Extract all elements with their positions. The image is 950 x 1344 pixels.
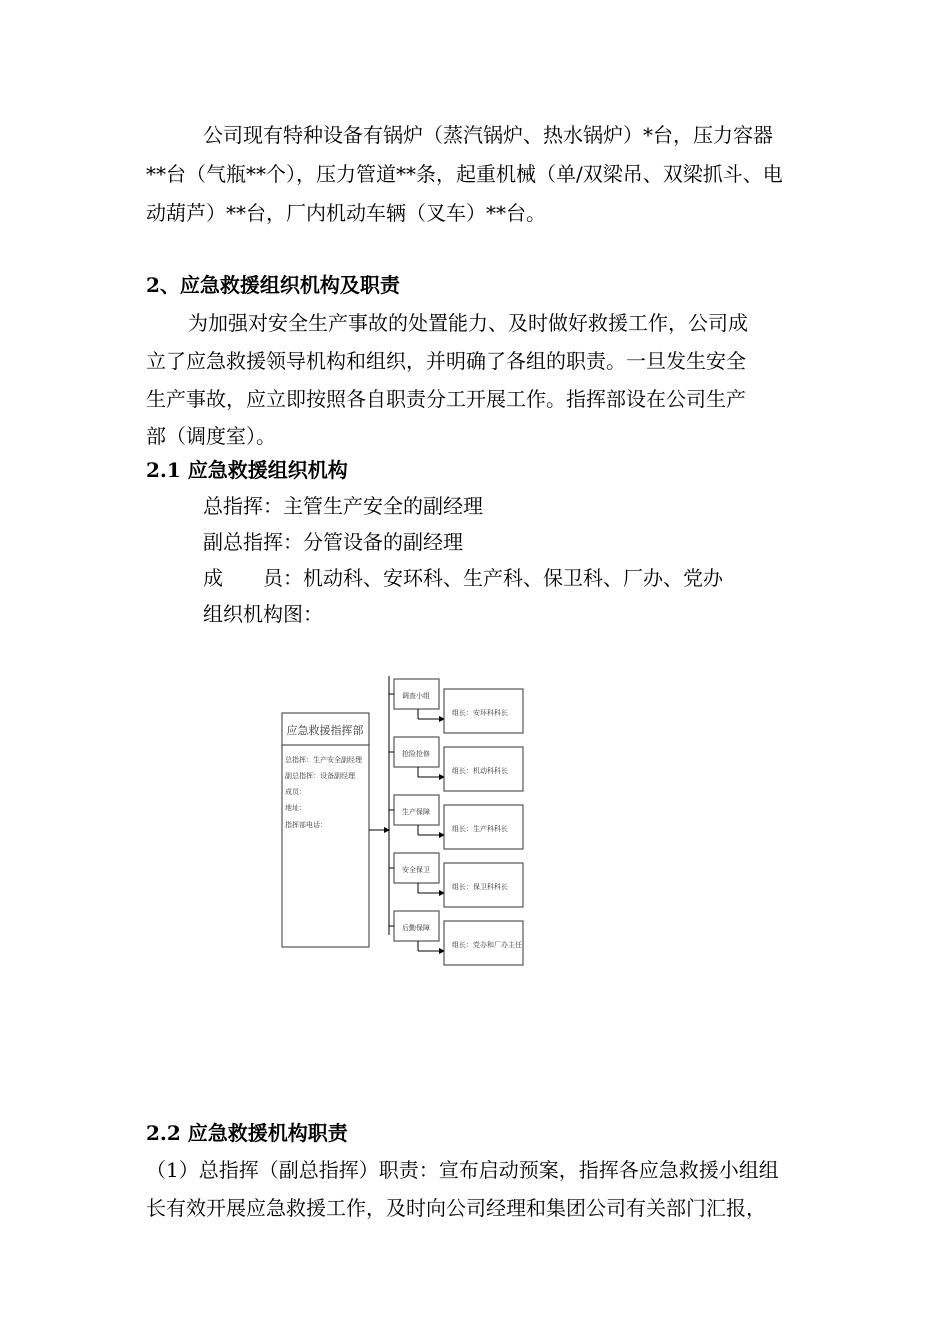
leader-text: 组长：机动科科长 (452, 767, 508, 775)
hq-line: 副总指挥：设备副经理 (285, 772, 355, 780)
section-2-para-line-4: 部（调度室）。 (146, 424, 276, 448)
hq-line: 地址： (285, 804, 306, 812)
section-2-para-line-2: 立了应急救援领导机构和组织，并明确了各组的职责。一旦发生安全 (146, 349, 746, 373)
deputy-commander-line: 副总指挥：分管设备的副经理 (203, 530, 463, 554)
leader-text: 组长：保卫科科长 (452, 883, 508, 891)
group-name: 后勤保障 (402, 924, 430, 932)
group-name: 调查小组 (402, 692, 430, 700)
hq-title: 应急救援指挥部 (286, 724, 364, 737)
section-2-2-para-line-1: （1）总指挥（副总指挥）职责：宣布启动预案，指挥各应急救援小组组 (146, 1158, 779, 1182)
group-name: 安全保卫 (402, 866, 430, 874)
leader-text: 组长：党办和厂办主任 (452, 941, 522, 949)
leader-text: 组长：生产科科长 (452, 825, 508, 833)
section-2-2-para-line-2: 长有效开展应急救援工作，及时向公司经理和集团公司有关部门汇报， (146, 1196, 766, 1220)
hq-line: 成员： (285, 788, 306, 796)
section-2-para-line-3: 生产事故，应立即按照各自职责分工开展工作。指挥部设在公司生产 (146, 387, 746, 411)
section-2-2-heading: 2.2 应急救援机构职责 (146, 1121, 348, 1145)
group-name: 生产保障 (402, 808, 430, 816)
intro-line-3: 动葫芦）**台，厂内机动车辆（叉车）**台。 (146, 201, 546, 225)
group-name: 抢险抢修 (402, 750, 430, 758)
commander-line: 总指挥：主管生产安全的副经理 (203, 494, 483, 518)
members-line: 成 员：机动科、安环科、生产科、保卫科、厂办、党办 (203, 566, 723, 590)
org-chart-label: 组织机构图： (203, 602, 323, 626)
intro-line-2: **台（气瓶**个），压力管道**条，起重机械（单/双梁吊、双梁抓斗、电 (146, 162, 783, 186)
hq-line: 总指挥：生产安全副经理 (285, 756, 362, 764)
hq-line: 指挥部电话： (285, 821, 327, 829)
section-2-heading: 2、应急救援组织机构及职责 (146, 273, 400, 297)
leader-text: 组长：安环科科长 (452, 709, 508, 717)
hq-box (282, 713, 369, 947)
intro-line-1: 公司现有特种设备有锅炉（蒸汽锅炉、热水锅炉）*台，压力容器 (203, 123, 773, 147)
section-2-1-heading: 2.1 应急救援组织机构 (146, 458, 348, 482)
section-2-para-line-1: 为加强对安全生产事故的处置能力、及时做好救援工作，公司成 (188, 311, 748, 335)
